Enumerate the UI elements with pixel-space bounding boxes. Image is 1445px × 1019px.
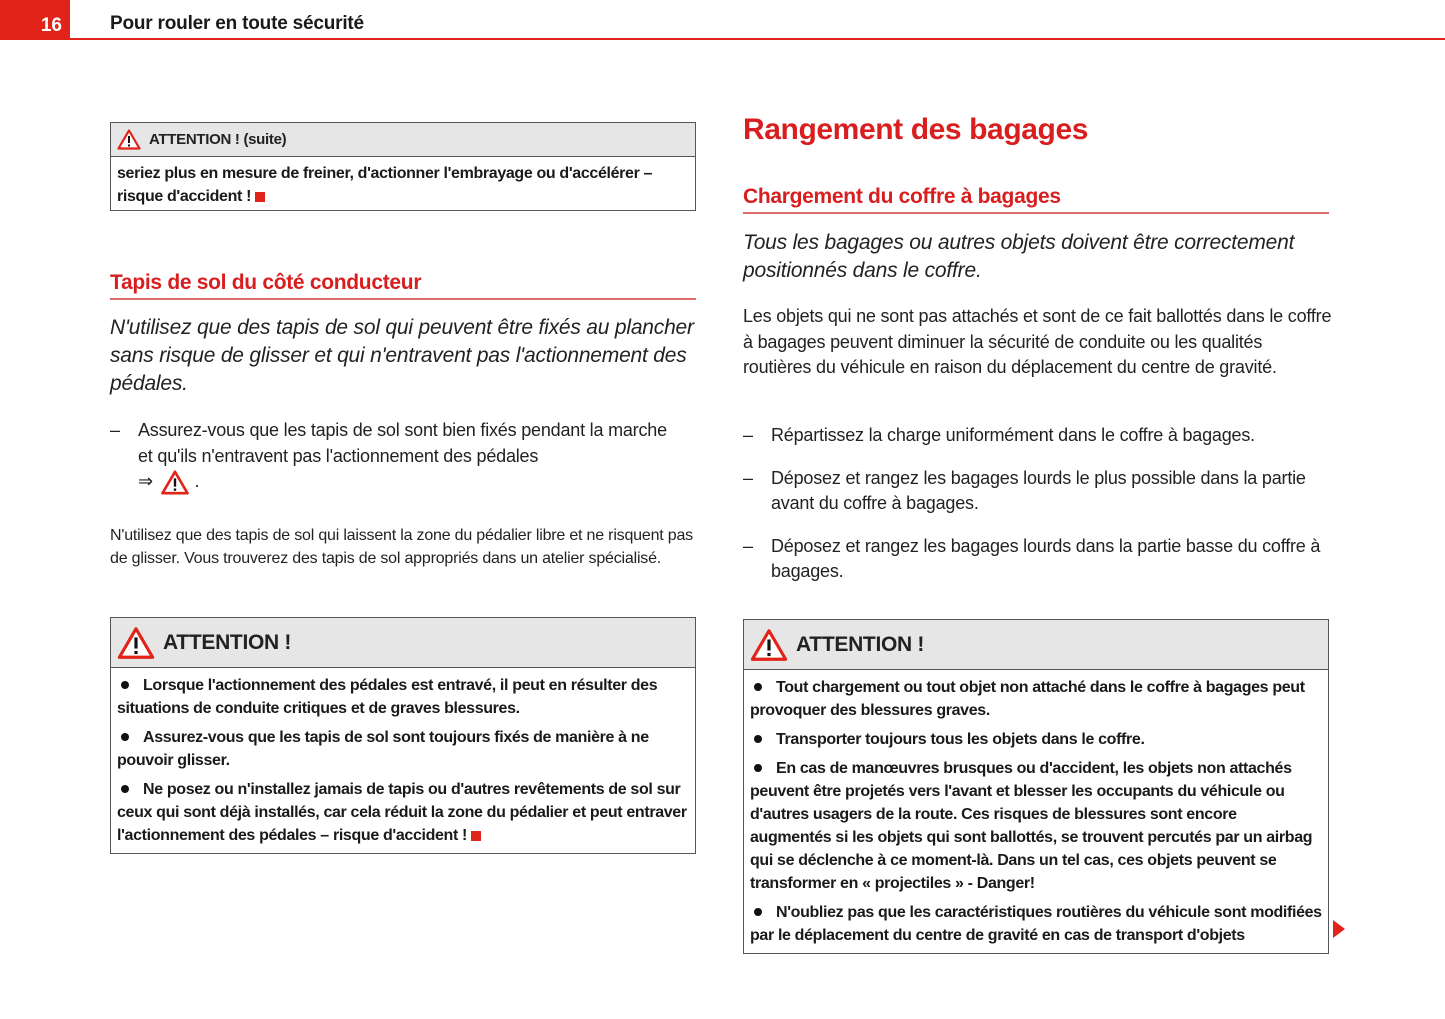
- warning-triangle-icon: [117, 129, 141, 150]
- paragraph-trunk: Les objets qui ne sont pas attachés et sont de ce fait ballottés dans le coffre à bagages peuvent diminuer la sécurité de conduite ou les qualités routières du véhicule en raison du déplacement du centre de gravité.: [743, 306, 1332, 377]
- warning-item-text: N'oubliez pas que les caractéristiques routières du véhicule sont modifiées par le déplacement du centre de gravité en cas de transport d'objets: [750, 904, 1322, 944]
- warning-triangle-icon[interactable]: [160, 471, 195, 491]
- intro-trunk-loading: Tous les bagages ou autres objets doivent être correctement positionnés dans le coffre.: [743, 231, 1295, 282]
- bullet-icon: [121, 733, 129, 741]
- section-title-floor-mats: Tapis de sol du côté conducteur: [110, 271, 696, 300]
- warning-item: [750, 901, 1322, 947]
- header-rule: [70, 38, 1445, 40]
- chapter-title: Pour rouler en toute sécurité: [110, 13, 364, 34]
- warning-item: [750, 676, 1322, 722]
- bullet-icon: [121, 785, 129, 793]
- bullet-icon: [754, 735, 762, 743]
- warning-title: ATTENTION !: [163, 630, 292, 654]
- list-item: [743, 534, 1329, 585]
- section-title-trunk-loading: Chargement du coffre à bagages: [743, 185, 1329, 214]
- page-header: [0, 0, 1445, 41]
- reference-arrow: ⇒: [138, 471, 153, 491]
- bullet-icon: [754, 764, 762, 772]
- bullet-icon: [754, 908, 762, 916]
- warning-item: [117, 778, 689, 847]
- dash-marker: –: [110, 420, 120, 440]
- warning-title: ATTENTION !: [796, 632, 925, 656]
- warning-item: [750, 728, 1322, 751]
- page-number: 16: [0, 0, 70, 40]
- warning-box-continued: [110, 122, 696, 211]
- warning-item-text: Transporter toujours tous les objets dans le coffre.: [776, 731, 1145, 748]
- warning-item-text: Lorsque l'actionnement des pédales est entravé, il peut en résulter des situations de conduite critiques et de graves blessures.: [117, 677, 658, 717]
- dash-marker: –: [743, 467, 753, 488]
- warning-item-text: En cas de manœuvres brusques ou d'accident, les objets non attachés peuvent être projetés vers l'avant et blesser les occupants du véhicule ou d'autres usagers de la route. Ces risques de blessures sont encore augmentés si les objets qui sont ballottés, se trouvent percutés par un airbag qui se déclenche à ce moment-là. Dans un tel cas, ces objets peuvent se transformer en « projectiles » - Danger!: [750, 760, 1313, 892]
- warning-item: [117, 726, 689, 772]
- warning-item-text: Tout chargement ou tout objet non attaché dans le coffre à bagages peut provoquer des blessures graves.: [750, 679, 1305, 719]
- step-text: Répartissez la charge uniformément dans le coffre à bagages.: [771, 425, 1255, 445]
- dash-marker: –: [743, 535, 753, 556]
- warning-item-text: Assurez-vous que les tapis de sol sont toujours fixés de manière à ne pouvoir glisser.: [117, 729, 649, 769]
- next-page-arrow-icon[interactable]: [1333, 920, 1345, 938]
- warning-box-luggage: [743, 619, 1329, 954]
- warning-box-floor-mats: [110, 617, 696, 854]
- list-item: [743, 423, 1329, 449]
- intro-floor-mats: N'utilisez que des tapis de sol qui peuvent être fixés au plancher sans risque de glisser et qui n'entravent pas l'actionnement des pédales.: [110, 316, 694, 395]
- warning-box-header: [111, 123, 695, 157]
- warning-triangle-icon: [117, 626, 155, 660]
- bullet-icon: [121, 681, 129, 689]
- warning-box-header: [744, 620, 1328, 670]
- warning-item: [750, 757, 1322, 895]
- dash-marker: –: [743, 425, 753, 445]
- warning-item: [117, 674, 689, 720]
- bullet-icon: [754, 683, 762, 691]
- end-marker-icon: [471, 831, 481, 841]
- list-item: [110, 418, 670, 495]
- step-text: Déposez et rangez les bagages lourds le plus possible dans la partie avant du coffre à bagages.: [771, 467, 1306, 513]
- main-title-luggage: Rangement des bagages: [743, 113, 1089, 146]
- step-end: .: [194, 471, 200, 491]
- warning-box-header: [111, 618, 695, 668]
- note-floor-mats: N'utilisez que des tapis de sol qui laissent la zone du pédalier libre et ne risquent pas de glisser. Vous trouverez des tapis de sol appropriés dans un atelier spécialisé.: [110, 527, 693, 567]
- list-item: [743, 466, 1329, 517]
- step-text: Assurez-vous que les tapis de sol sont bien fixés pendant la marche et qu'ils n'entravent pas l'actionnement des pédales: [138, 420, 667, 466]
- warning-text: seriez plus en mesure de freiner, d'actionner l'embrayage ou d'accélérer – risque d'accident !: [117, 165, 653, 205]
- warning-item-text: Ne posez ou n'installez jamais de tapis ou d'autres revêtements de sol sur ceux qui sont déjà installés, car cela réduit la zone du pédalier et peut entraver l'actionnement des pédales – risque d'accident !: [117, 781, 687, 844]
- warning-title: ATTENTION ! (suite): [149, 131, 287, 148]
- warning-triangle-icon: [750, 628, 788, 662]
- step-text: Déposez et rangez les bagages lourds dans la partie basse du coffre à bagages.: [771, 535, 1321, 581]
- end-marker-icon: [255, 192, 265, 202]
